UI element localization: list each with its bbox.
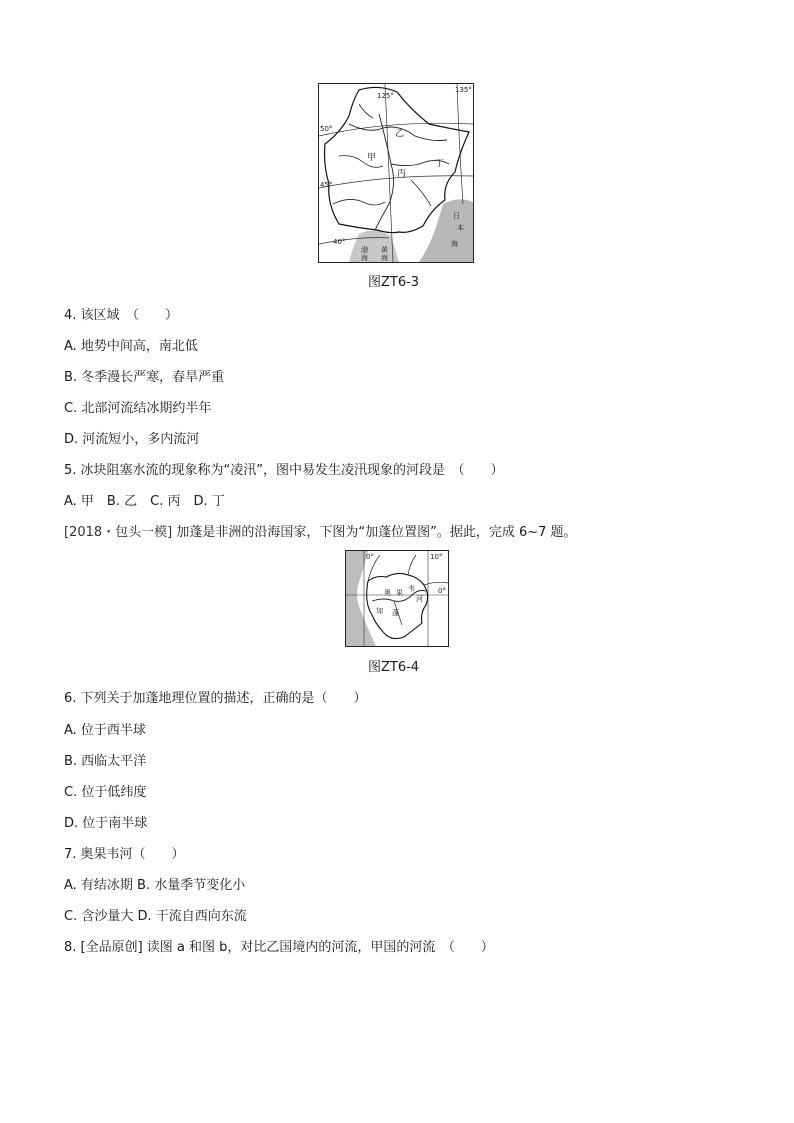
figure2-caption: 图ZT6-4 (368, 660, 420, 675)
q4-option-d: D. 河流短小，多内流河 (64, 432, 200, 447)
q8-stem: 8. [全品原创] 读图 a 和图 b，对比乙国境内的河流，甲国的河流 （ ） (64, 940, 494, 955)
q6-option-d: D. 位于南半球 (64, 816, 148, 831)
label-he: 河 (416, 595, 423, 603)
label-lon0: 0° (366, 553, 374, 561)
label-lat40: 40° (333, 238, 346, 246)
q7-option-ab: A. 有结冰期 B. 水量季节变化小 (64, 878, 246, 893)
label-lat0: 0° (438, 587, 446, 595)
q6-option-c: C. 位于低纬度 (64, 785, 147, 800)
label-guo: 果 (396, 589, 403, 597)
q4-option-c: C. 北部河流结冰期约半年 (64, 401, 212, 416)
sea-of-japan-area (419, 199, 473, 262)
map-gabon-svg (346, 551, 448, 646)
label-peng: 蓬 (392, 609, 399, 617)
q4-option-b: B. 冬季漫长严寒，春旱严重 (64, 370, 225, 385)
label-jia: 加 (376, 607, 383, 615)
q4-stem: 4. 该区域 （ ） (64, 308, 179, 323)
label-yi: 乙 (395, 129, 405, 139)
label-ding: 丁 (435, 159, 445, 169)
label-lat45: 45° (320, 181, 333, 189)
meridian-135 (457, 84, 463, 204)
label-bohai-1: 渤 (361, 246, 368, 254)
label-jia: 甲 (367, 153, 377, 163)
river-tributary-west (339, 156, 383, 168)
intro-6-7 (64, 524, 577, 542)
q5-options: A. 甲 B. 乙 C. 丙 D. 丁 (64, 494, 225, 509)
map-northeast-china (318, 83, 474, 263)
label-lon125: 125° (377, 92, 394, 100)
label-bing: 丙 (397, 169, 407, 179)
label-lat50: 50° (320, 125, 333, 133)
q6-option-b: B. 西临太平洋 (64, 754, 147, 769)
map-northeast-china-svg (319, 84, 473, 262)
river-tumen (411, 180, 431, 206)
q5-stem: 5. 冰块阻塞水流的现象称为“凌汛”，图中易发生凌汛现象的河段是 （ ） (64, 463, 504, 478)
intro-source: [2018・包头一模] (64, 525, 173, 540)
map-gabon (345, 550, 449, 647)
label-ao: 奥 (384, 589, 391, 597)
ocean-area (346, 551, 376, 646)
label-lon10: 10° (430, 553, 443, 561)
label-bohai-2: 海 (361, 254, 368, 262)
figure1-caption: 图ZT6-3 (368, 275, 420, 290)
q6-option-a: A. 位于西半球 (64, 723, 146, 738)
label-sea-japan-2: 本 (457, 224, 464, 232)
q7-stem: 7. 奥果韦河（ ） (64, 847, 185, 862)
intro-text: 加蓬是非洲的沿海国家，下图为“加蓬位置图”。据此，完成 6~7 题。 (172, 525, 577, 540)
q7-option-cd: C. 含沙量大 D. 干流自西向东流 (64, 909, 247, 924)
border-east (424, 582, 448, 585)
river-upper (359, 104, 373, 118)
label-wei: 韦 (408, 585, 415, 593)
q6-stem: 6. 下列关于加蓬地理位置的描述，正确的是（ ） (64, 691, 367, 706)
q4-option-a: A. 地势中间高，南北低 (64, 339, 198, 354)
label-yellow-1: 黄 (381, 246, 388, 254)
label-sea-japan-1: 日 (453, 212, 460, 220)
border-north-2 (408, 555, 416, 575)
gabon-border (367, 573, 428, 638)
river-liaohe (333, 199, 385, 205)
label-yellow-2: 海 (381, 254, 388, 262)
label-sea-japan-3: 海 (451, 240, 458, 248)
label-lon135: 135° (455, 86, 472, 94)
